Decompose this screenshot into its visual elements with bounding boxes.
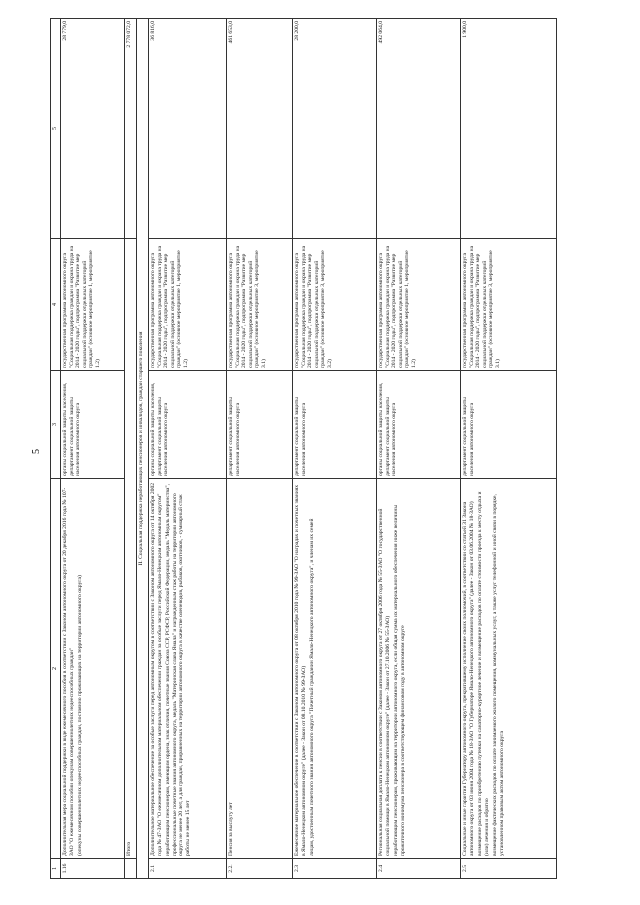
row-executor: департамент социальной защиты населения автономного округа bbox=[293, 371, 377, 479]
table-row bbox=[377, 19, 461, 879]
row-description bbox=[377, 479, 461, 859]
total-row bbox=[125, 19, 137, 879]
row-program: государственная программа автономного округа "Социальная поддержка граждан и охрана труда на 2014 - 2020 годы", подпрограмма "Развитие мер социальной поддержки отдельных категорий граждан" (основное мероприятие 3, мероприятие 3.2) bbox=[293, 239, 377, 371]
row-number: 2.2. bbox=[227, 859, 293, 879]
row-executor: органы социальной защиты населения, департамент социальной защиты населения автономного округа bbox=[149, 371, 227, 479]
description-text: Региональная социальная доплата к пенсии в соответствии с Законом автономного округа от 27 октября 2006 года № 55-ЗАО "О государственной социальной помощи в Ямало-Ненецком автономном округе" (далее - Закон от 27.10.2006 № 55-ЗАО) bbox=[378, 508, 391, 856]
table-row bbox=[227, 19, 293, 879]
row-description bbox=[293, 479, 377, 859]
row-amount: 461 653,0 bbox=[227, 19, 293, 239]
row-executor: органы социальной защиты населения, департамент социальной защиты населения автономного округа bbox=[377, 371, 461, 479]
row-executor: департамент социальной защиты населения автономного округа bbox=[461, 371, 557, 479]
description-text: Пенсия за выслугу лет bbox=[228, 802, 235, 856]
description-text: возмещение фактических расходов по оплате занимаемого жилого помещения, коммунальных услуг, а также услуг телефонной и иной связи в порядке, установленном правовым актом автономного округа bbox=[492, 494, 506, 856]
row-description bbox=[61, 479, 125, 859]
row-description bbox=[227, 479, 293, 859]
row-executor: органы социальной защиты населения, департамент социальной защиты населения автономного округа bbox=[61, 371, 125, 479]
row-program: государственная программа автономного округа "Социальная поддержка граждан и охрана труда на 2014 - 2020 годы", подпрограмма "Развитие мер социальной поддержки отдельных категорий граждан" (основное мероприятие 3, мероприятие 3.1) bbox=[461, 239, 557, 371]
description-text: лицам, удостоенным почетного звания автономного округа "Почетный гражданин Ямало-Ненецкого автономного округа", и членам их семей bbox=[309, 518, 316, 856]
description-text: Ежемесячное материальное обеспечение в соответствии с Законом автономного округа от 08 октября 2010 года № 99-ЗАО "О наградах и почетных званиях в Ямало-Ненецком автономном округе" (далее - Закон от 08.10.2010 № 99-ЗАО) bbox=[294, 484, 307, 856]
description-text: (опекуны совершеннолетних недееспособных граждан, постоянно проживающих на территории автономного округа) bbox=[77, 575, 84, 856]
row-description bbox=[461, 479, 557, 859]
col-header-5: 5 bbox=[51, 19, 61, 239]
row-description bbox=[149, 479, 227, 859]
table-row bbox=[149, 19, 227, 879]
row-amount: 492 064,0 bbox=[377, 19, 461, 239]
row-amount: 1 900,0 bbox=[461, 19, 557, 239]
total-empty bbox=[125, 859, 137, 879]
row-program: государственная программа автономного округа "Социальная поддержка граждан и охрана труда на 2014 - 2020 годы", подпрограмма "Развитие мер социальной поддержки отдельных категорий граждан" (основное мероприятие 1, мероприятие 1.2) bbox=[149, 239, 227, 371]
row-program: государственная программа автономного округа "Социальная поддержка граждан и охрана труда на 2014 - 2020 годы", подпрограмма "Развитие мер социальной поддержки отдельных категорий граждан" (основное мероприятие 1, мероприятие 1.2) bbox=[377, 239, 461, 371]
row-program: государственная программа автономного округа "Социальная поддержка граждан и охрана труда на 2014 - 2020 годы", подпрограмма "Развитие мер социальной поддержки отдельных категорий граждан" (основное мероприятие 1, мероприятие 1.2) bbox=[61, 239, 125, 371]
table-row bbox=[293, 19, 377, 879]
total-amount: 2 778 072,0 bbox=[125, 19, 137, 239]
col-header-3: 3 bbox=[51, 371, 61, 479]
row-executor: департамент социальной защиты населения автономного округа bbox=[227, 371, 293, 479]
table-row bbox=[61, 19, 125, 879]
row-number: 2.5 bbox=[461, 859, 557, 879]
row-number: 1.16 bbox=[61, 859, 125, 879]
description-text: возмещение расходов по приобретению путевки на санаторно-курортное лечение и возмещение расходов по оплате стоимости проезда к месту отдыха и (или) лечения и обратно bbox=[477, 491, 490, 856]
row-program: государственная программа автономного округа "Социальная поддержка граждан и охрана труда на 2014 - 2020 годы", подпрограмма "Развитие мер социальной поддержки отдельных категорий граждан" (основное мероприятие 3, мероприятие 3.1) bbox=[227, 239, 293, 371]
row-amount: 36 816,0 bbox=[149, 19, 227, 239]
description-text: Дополнительное материальное обеспечение за особые заслуги перед автономным округом в соответствии с Законом автономного округа от 14 октября 2002 года № 47-ЗАО "О ежемесячном дополнительном материальном обеспечении граждан за особые заслуги перед Ямало-Ненецким автономным округом" bbox=[150, 482, 163, 856]
row-number: 2.4 bbox=[377, 859, 461, 879]
description-text: Дополнительная мера социальной поддержки в виде ежемесячного пособия в соответствии с Законом автономного округа от 20 декабря 2016 года № 107-ЗАО "О ежемесячном пособии опекунам совершеннолетних недееспособных граждан" bbox=[62, 487, 75, 856]
col-header-1: 1 bbox=[51, 859, 61, 879]
description-text: неработающим пенсионерам, имеющим ордена, знак отличия, почетные звания Союза ССР, РСФСР, Российской Федерации, медаль "Медаль материнства", профессиональные почетные звания автономного округа, медаль "Материнская слава Ямала" и награжденным стаж работы на территории автономного округа не менее 20 лет, а для граждан, приравненных на территории автономного округа в качестве оленеводов, рыбаков, охотников, - суммарный стаж работы не менее 15 лет bbox=[165, 483, 192, 856]
col-header-2: 2 bbox=[51, 479, 61, 859]
budget-table bbox=[50, 18, 557, 879]
header-row bbox=[51, 19, 61, 879]
section-title: II. Социальная поддержка неработающих пенсионеров и инвалидов, граждан старшего поколения bbox=[137, 19, 149, 879]
row-number: 2.1 bbox=[149, 859, 227, 879]
col-header-4: 4 bbox=[51, 239, 61, 371]
description-text: неработающим пенсионерам, проживающим на территории автономного округа, если общая сумма их материального обеспечения ниже величины прожиточного минимума пенсионера в соответствующем финансовом году в автономном округе bbox=[393, 504, 406, 856]
row-number: 2.3 bbox=[293, 859, 377, 879]
description-text: Социальные и иные гарантии Губернатору автономного округа, прекратившему исполнение своих полномочий, в соответствии со статьей 31 Закона автономного округа от 03 июня 2004 года № 18-ЗАО "О Губернаторе Ямало-Ненецкого автономного округа" (далее - Закон от 03.06.2004 № 18-ЗАО) bbox=[462, 501, 475, 856]
table-row bbox=[461, 19, 557, 879]
row-amount: 28 200,0 bbox=[293, 19, 377, 239]
section-row bbox=[137, 19, 149, 879]
page-number: 5 bbox=[31, 449, 42, 454]
row-amount: 28 779,0 bbox=[61, 19, 125, 239]
total-label: Итого bbox=[125, 239, 137, 859]
